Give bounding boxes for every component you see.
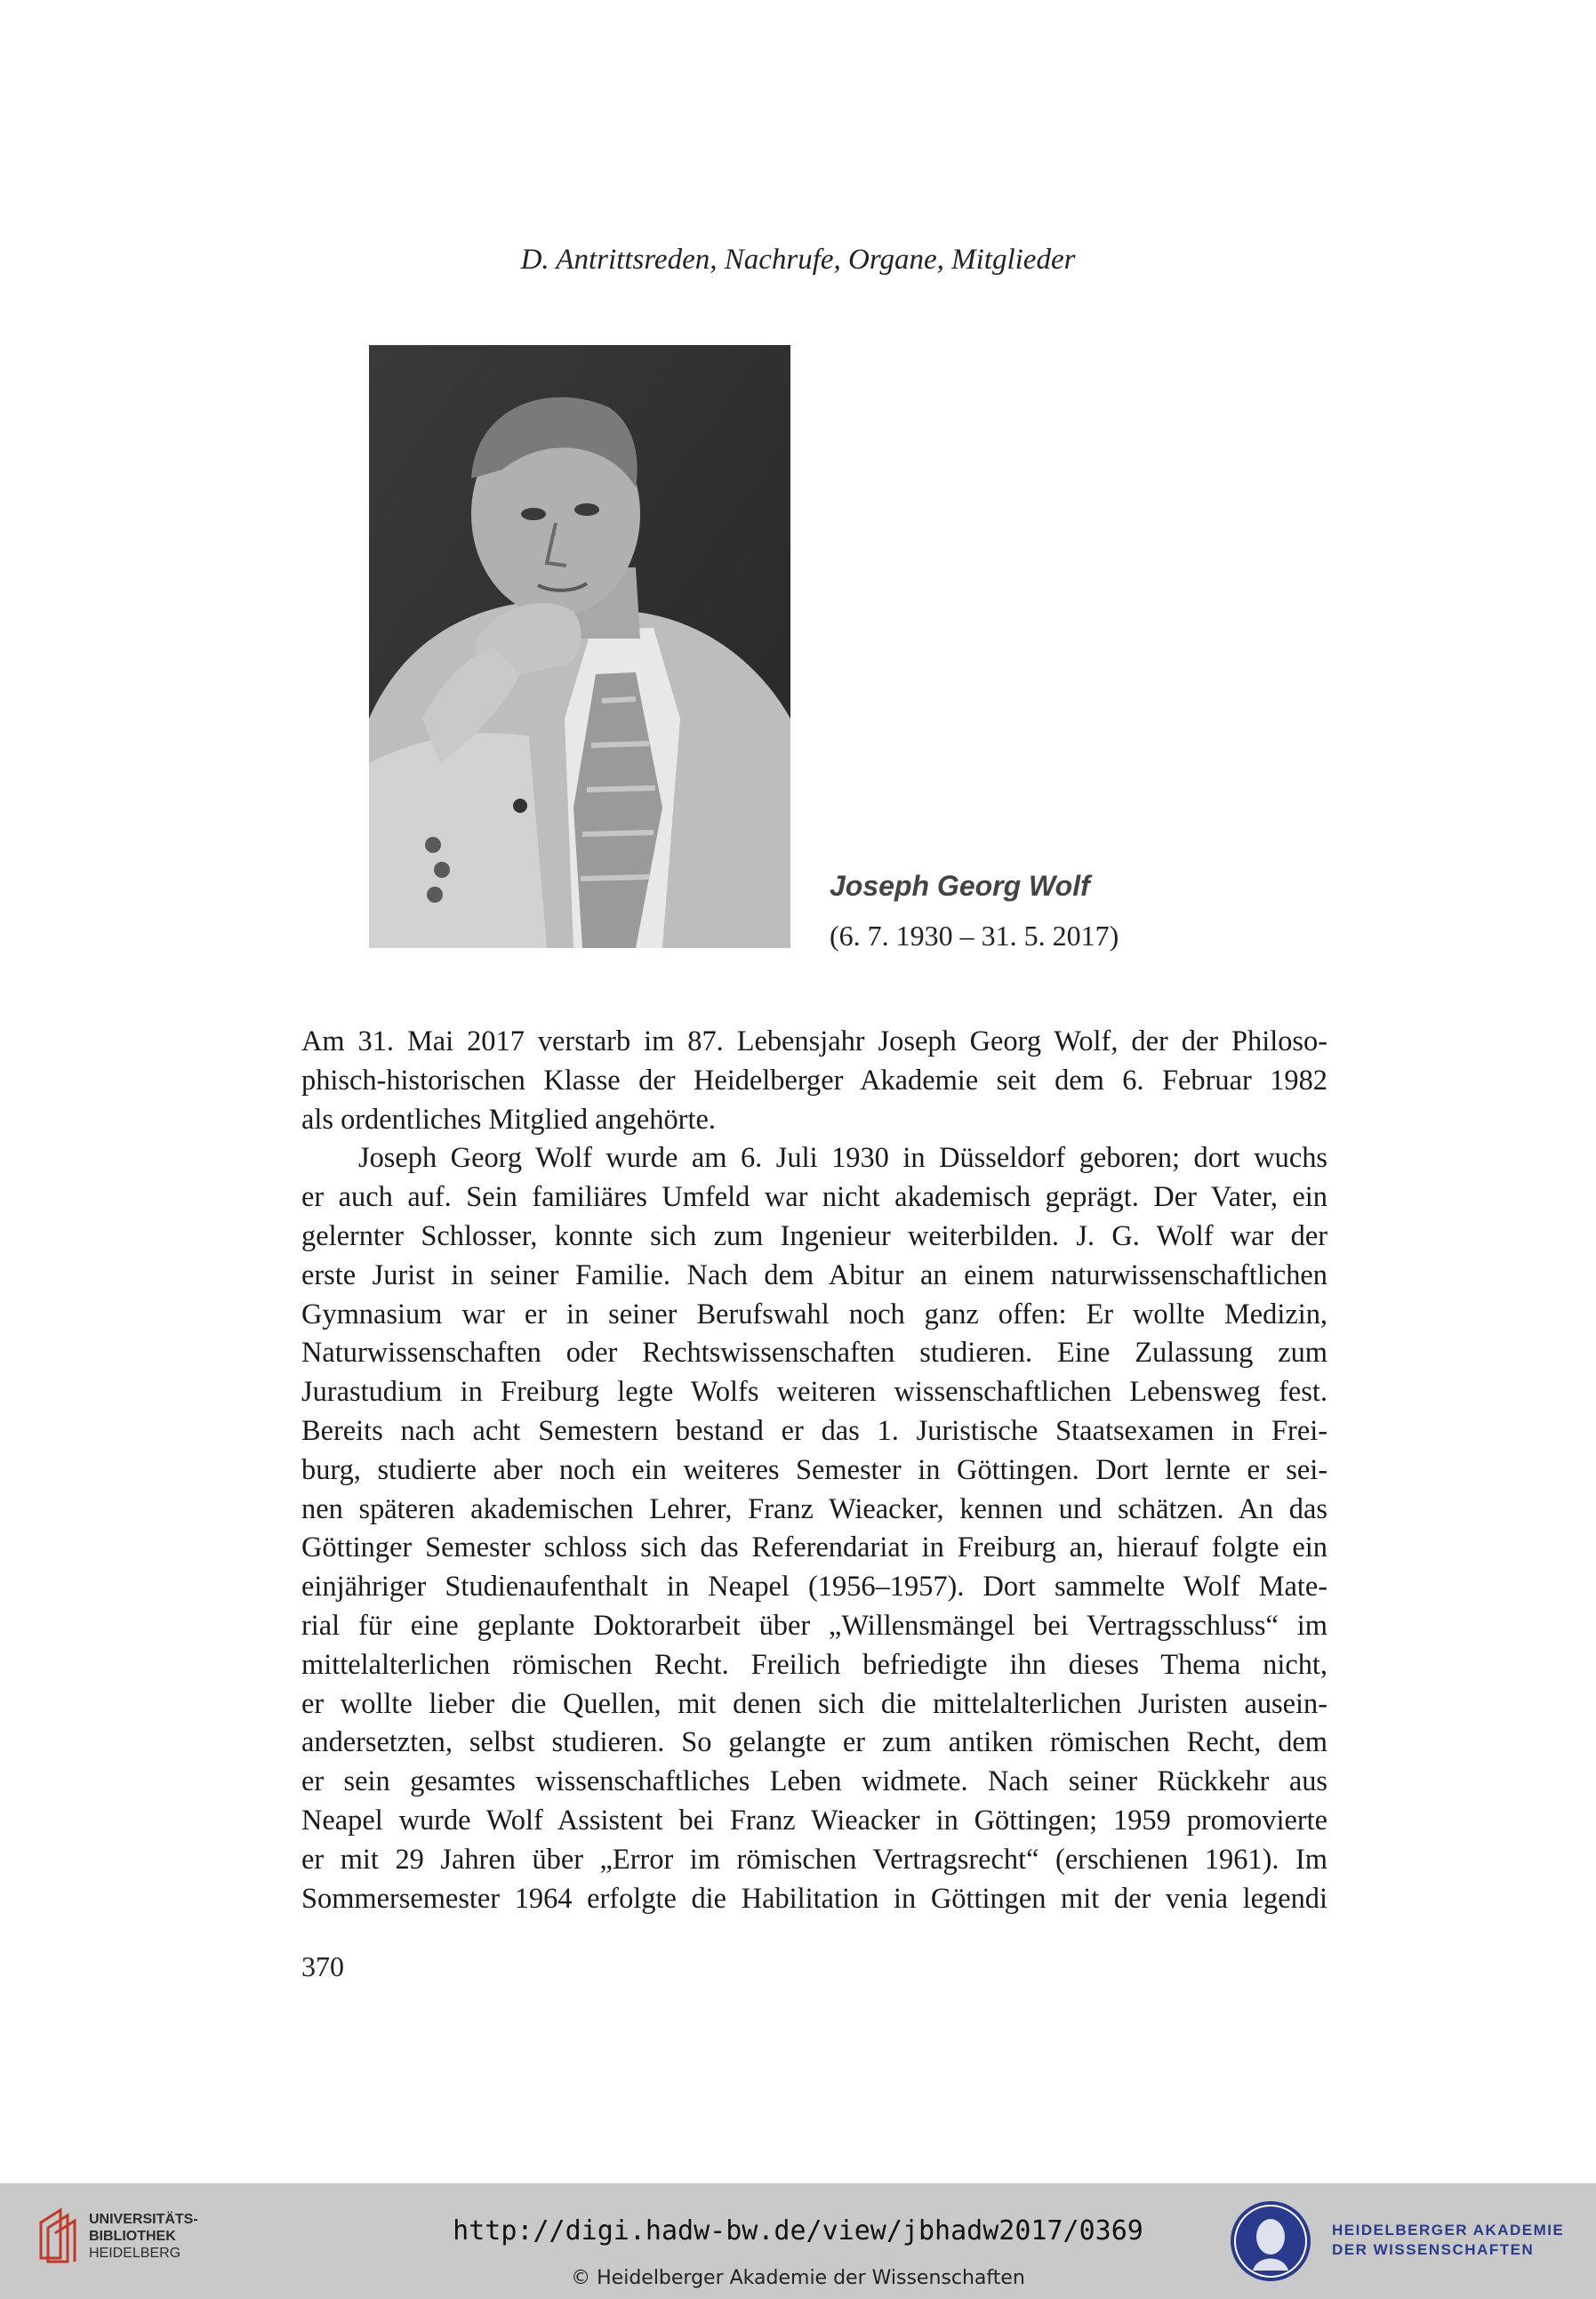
person-name: Joseph Georg Wolf	[830, 870, 1090, 902]
text-line: er sein gesamtes wissenschaftliches Leben widmete. Nach seiner Rückkehr aus	[301, 1765, 1327, 1798]
text-line: Am 31. Mai 2017 verstarb im 87. Lebensjahr Joseph Georg Wolf, der der Philoso-	[301, 1025, 1327, 1057]
text-line: einjähriger Studienaufenthalt in Neapel (1956–1957). Dort sammelte Wolf Mate-	[301, 1571, 1327, 1604]
text-line: Bereits nach acht Semestern bestand er das 1. Juristische Staatsexamen in Frei-	[301, 1414, 1327, 1447]
portrait-photo	[369, 345, 790, 948]
text-line: Joseph Georg Wolf wurde am 6. Juli 1930 in Düsseldorf geboren; dort wuchs	[358, 1142, 1327, 1175]
text-line: Sommersemester 1964 erfolgte die Habilitation in Göttingen mit der venia legendi	[301, 1882, 1327, 1915]
text-line: burg, studierte aber noch ein weiteres Semester in Göttingen. Dort lernte er sei-	[301, 1453, 1327, 1486]
text-line: Neapel wurde Wolf Assistent bei Franz Wieacker in Göttingen; 1959 promovierte	[301, 1804, 1327, 1837]
permalink-url[interactable]: http://digi.hadw-bw.de/view/jbhadw2017/0369	[453, 2215, 1143, 2247]
copyright-notice: © Heidelberger Akademie der Wissenschaften	[571, 2267, 1025, 2289]
text-line: Naturwissenschaften oder Rechtswissenschaften studieren. Eine Zulassung zum	[301, 1337, 1327, 1370]
text-line: er wollte lieber die Quellen, mit denen sich die mittelalterlichen Juristen ausein-	[301, 1687, 1327, 1720]
text-line: Jurastudium in Freiburg legte Wolfs weiteren wissenschaftlichen Lebensweg fest.	[301, 1376, 1327, 1409]
academy-name[interactable]	[1332, 2221, 1564, 2260]
academy-name-line: DER WISSENSCHAFTEN	[1332, 2241, 1535, 2258]
text-line: andersetzten, selbst studieren. So gelangte er zum antiken römischen Recht, dem	[301, 1726, 1327, 1759]
text-line: gelernter Schlosser, konnte sich zum Ingenieur weiterbilden. J. G. Wolf war der	[301, 1219, 1327, 1252]
text-line: rial für eine geplante Doktorarbeit über „Willensmängel bei Vertragsschluss“ im	[301, 1609, 1327, 1642]
academy-name-line: HEIDELBERGER AKADEMIE	[1332, 2222, 1565, 2239]
page-number: 370	[301, 1950, 344, 1982]
text-line: er auch auf. Sein familiäres Umfeld war nicht akademisch geprägt. Der Vater, ein	[301, 1181, 1327, 1214]
text-line: mittelalterlichen römischen Recht. Freilich befriedigte ihn dieses Thema nicht,	[301, 1648, 1327, 1681]
academy-seal-icon[interactable]	[1231, 2201, 1311, 2281]
person-dates: (6. 7. 1930 – 31. 5. 2017)	[830, 920, 1119, 952]
text-line: erste Jurist in seiner Familie. Nach dem Abitur an einem naturwissenschaftlichen	[301, 1258, 1327, 1291]
footer-bar	[0, 2183, 1596, 2299]
text-line: phisch-historischen Klasse der Heidelberger Akademie seit dem 6. Februar 1982	[301, 1064, 1327, 1097]
library-name-line: HEIDELBERG	[89, 2246, 181, 2261]
text-line: Göttinger Semester schloss sich das Referendariat in Freiburg an, hierauf folgte ein	[301, 1531, 1327, 1564]
text-line: nen späteren akademischen Lehrer, Franz Wieacker, kennen und schätzen. An das	[301, 1492, 1327, 1525]
library-name-line: BIBLIOTHEK	[89, 2229, 176, 2244]
obituary-text	[301, 1023, 1327, 1918]
library-name-line: UNIVERSITÄTS-	[89, 2212, 198, 2227]
text-line: als ordentliches Mitglied angehörte.	[301, 1103, 716, 1136]
running-head: D. Antrittsreden, Nachrufe, Organe, Mitglieder	[520, 244, 1076, 276]
text-line: Gymnasium war er in seiner Berufswahl noch ganz offen: Er wollte Medizin,	[301, 1298, 1327, 1330]
text-line: er mit 29 Jahren über „Error im römischen Vertragsrecht“ (erschienen 1961). Im	[301, 1843, 1327, 1876]
